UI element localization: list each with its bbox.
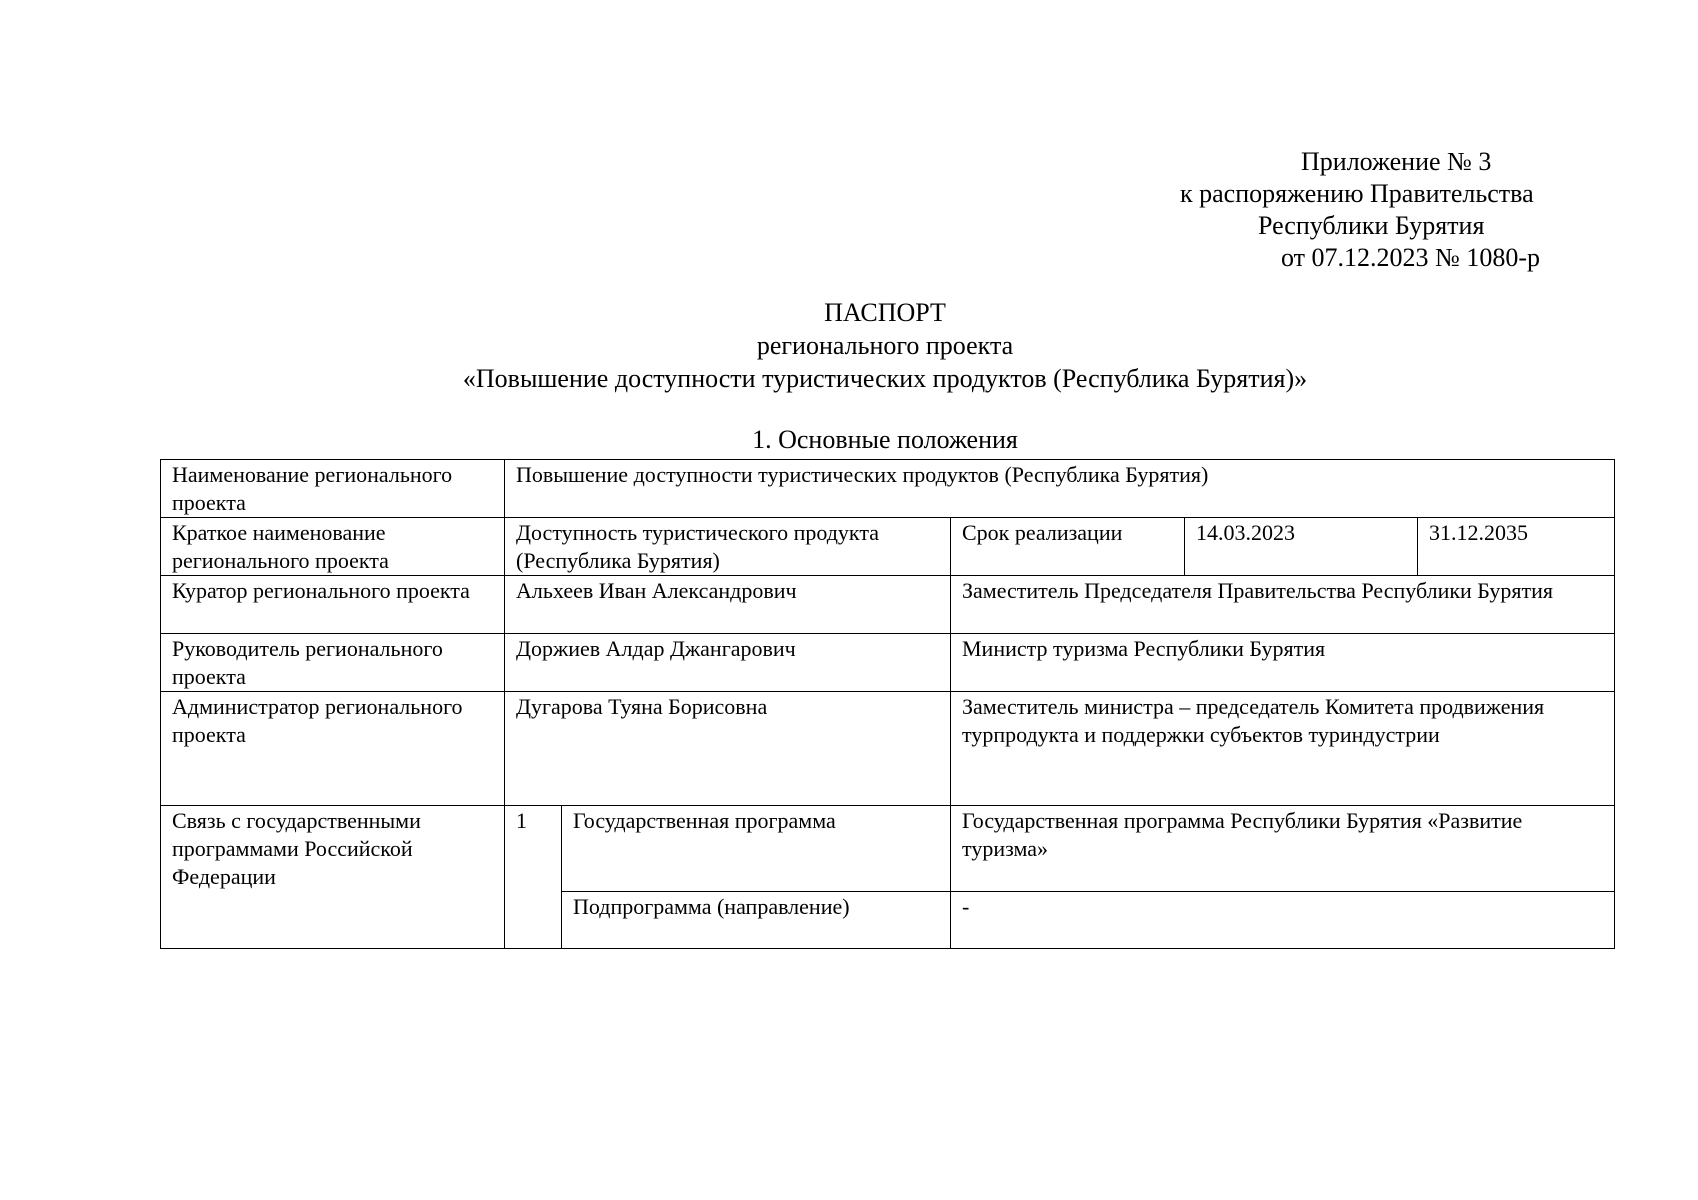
appendix-date: от 07.12.2023 № 1080-р [1281, 243, 1540, 272]
state-program-value: Государственная программа Республики Бурятия «Развитие туризма» [951, 806, 1615, 892]
title-project-name: «Повышение доступности туристических продуктов (Республика Бурятия)» [462, 364, 1308, 393]
row-label-administrator: Администратор регионального проекта [161, 692, 505, 806]
appendix-republic: Республики Бурятия [1258, 211, 1485, 240]
table-row [161, 460, 1615, 518]
term-label: Срок реализации [951, 518, 1185, 576]
table-row [161, 634, 1615, 692]
short-name-value: Доступность туристического продукта (Республика Бурятия) [505, 518, 951, 576]
table-row [161, 692, 1615, 806]
head-name: Доржиев Алдар Джангарович [505, 634, 951, 692]
head-position: Министр туризма Республики Бурятия [951, 634, 1615, 692]
row-label-project-name: Наименование регионального проекта [161, 460, 505, 518]
end-date: 31.12.2035 [1418, 518, 1615, 576]
row-label-curator: Куратор регионального проекта [161, 576, 505, 634]
appendix-header [1180, 146, 1600, 274]
curator-position: Заместитель Председателя Правительства Республики Бурятия [951, 576, 1615, 634]
table-row [161, 576, 1615, 634]
administrator-name: Дугарова Туяна Борисовна [505, 692, 951, 806]
appendix-number: Приложение № 3 [1301, 147, 1492, 176]
title-subtitle: регионального проекта [756, 331, 1014, 360]
state-program-label: Государственная программа [562, 806, 951, 892]
section-heading: 1. Основные положения [752, 425, 1018, 454]
row-label-programs: Связь с государственными программами Российской Федерации [161, 806, 505, 949]
title-passport: ПАСПОРТ [824, 298, 946, 327]
subprogram-value: - [951, 892, 1615, 949]
program-number: 1 [505, 806, 562, 949]
administrator-position: Заместитель министра – председатель Комитета продвижения турпродукта и поддержки субъектов туриндустрии [951, 692, 1615, 806]
appendix-order-ref: к распоряжению Правительства [1180, 179, 1534, 208]
passport-table [160, 459, 1615, 949]
document-title [0, 296, 1698, 395]
table-row [161, 806, 1615, 892]
table-row [161, 518, 1615, 576]
row-label-head: Руководитель регионального проекта [161, 634, 505, 692]
curator-name: Альхеев Иван Александрович [505, 576, 951, 634]
start-date: 14.03.2023 [1185, 518, 1418, 576]
subprogram-label: Подпрограмма (направление) [562, 892, 951, 949]
project-name-value: Повышение доступности туристических продуктов (Республика Бурятия) [505, 460, 1615, 518]
row-label-short-name: Краткое наименование регионального проекта [161, 518, 505, 576]
